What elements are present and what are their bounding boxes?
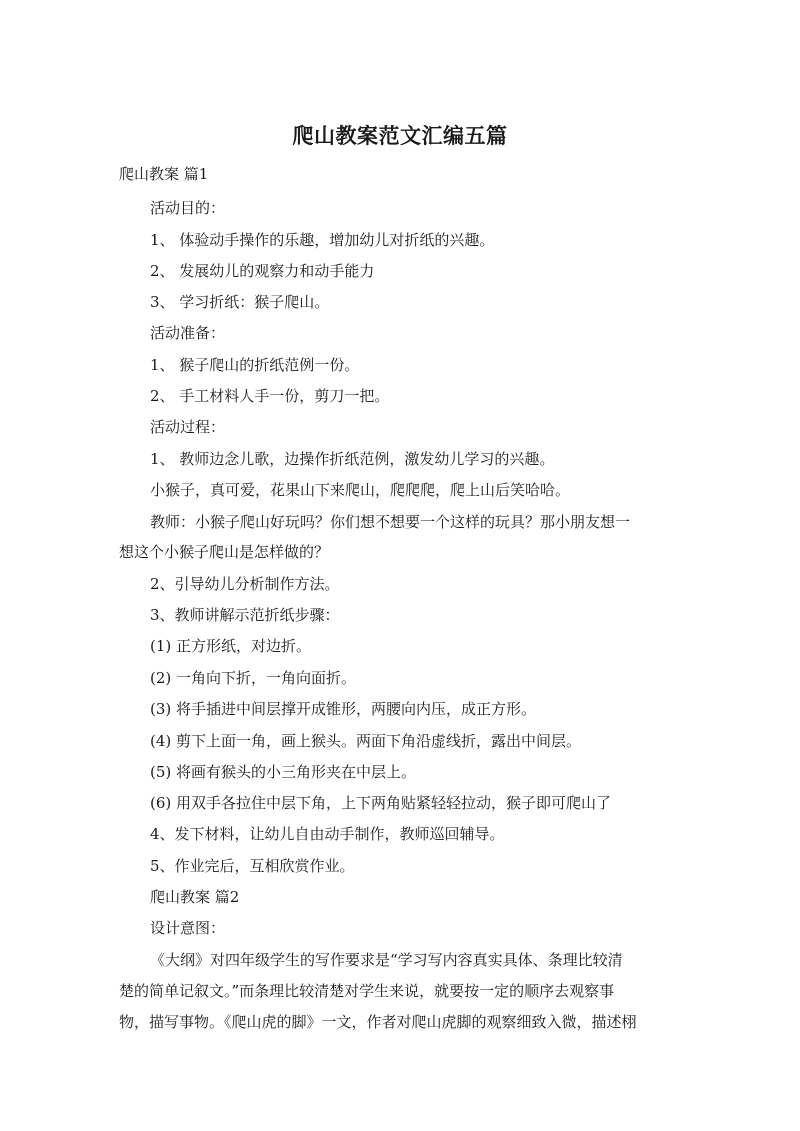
paragraph-line: (3) 将手插进中间层撑开成锥形，两腰向内压，成正方形。 bbox=[150, 700, 537, 718]
paragraph-line: (2) 一角向下折，一角向面折。 bbox=[150, 669, 357, 687]
paragraph-line: 《大纲》对四年级学生的写作要求是“学习写内容真实具体、条理比较清 bbox=[150, 951, 623, 969]
paragraph-line: 4、发下材料，让幼儿自由动手制作，教师巡回辅导。 bbox=[150, 825, 505, 843]
paragraph-line: 想这个小猴子爬山是怎样做的？ bbox=[119, 543, 330, 561]
paragraph-line: 活动目的： bbox=[150, 199, 226, 217]
paragraph-line: (6) 用双手各拉住中层下角，上下两角贴紧轻轻拉动，猴子即可爬山了 bbox=[150, 794, 612, 812]
paragraph-line: (1) 正方形纸，对边折。 bbox=[150, 637, 312, 655]
paragraph-line: 小猴子，真可爱，花果山下来爬山，爬爬爬，爬上山后笑哈哈。 bbox=[150, 481, 571, 499]
paragraph-line: 设计意图： bbox=[150, 919, 226, 937]
paragraph-line: 1、 猴子爬山的折纸范例一份。 bbox=[150, 356, 360, 374]
paragraph-line: 2、 手工材料人手一份，剪刀一把。 bbox=[150, 387, 390, 405]
document-title: 爬山教案范文汇编五篇 bbox=[292, 124, 508, 148]
paragraph-line: (5) 将画有猴头的小三角形夹在中层上。 bbox=[150, 763, 417, 781]
paragraph-line: 3、教师讲解示范折纸步骤： bbox=[150, 606, 340, 624]
paragraph-line: 5、作业完后，互相欣赏作业。 bbox=[150, 857, 355, 875]
paragraph-line: 活动准备： bbox=[150, 324, 226, 342]
paragraph-line: 2、引导幼儿分析制作方法。 bbox=[150, 575, 340, 593]
section-heading-2: 爬山教案 篇2 bbox=[150, 888, 240, 906]
paragraph-line: 2、 发展幼儿的观察力和动手能力 bbox=[150, 262, 375, 280]
paragraph-line: 物，描写事物。《爬山虎的脚》一文，作者对爬山虎脚的观察细致入微，描述栩 bbox=[119, 1013, 637, 1031]
paragraph-line: 1、 教师边念儿歌，边操作折纸范例，激发幼儿学习的兴趣。 bbox=[150, 450, 555, 468]
paragraph-line: 1、 体验动手操作的乐趣，增加幼儿对折纸的兴趣。 bbox=[150, 231, 495, 249]
paragraph-line: 楚的简单记叙文。”而条理比较清楚对学生来说，就要按一定的顺序去观察事 bbox=[119, 982, 615, 1000]
paragraph-line: 教师：小猴子爬山好玩吗？你们想不想要一个这样的玩具？那小朋友想一 bbox=[150, 513, 631, 531]
paragraph-line: 3、 学习折纸：猴子爬山。 bbox=[150, 293, 330, 311]
paragraph-line: 活动过程： bbox=[150, 418, 226, 436]
paragraph-line: (4) 剪下上面一角，画上猴头。两面下角沿虚线折，露出中间层。 bbox=[150, 732, 582, 750]
section-heading-1: 爬山教案 篇1 bbox=[119, 165, 209, 183]
